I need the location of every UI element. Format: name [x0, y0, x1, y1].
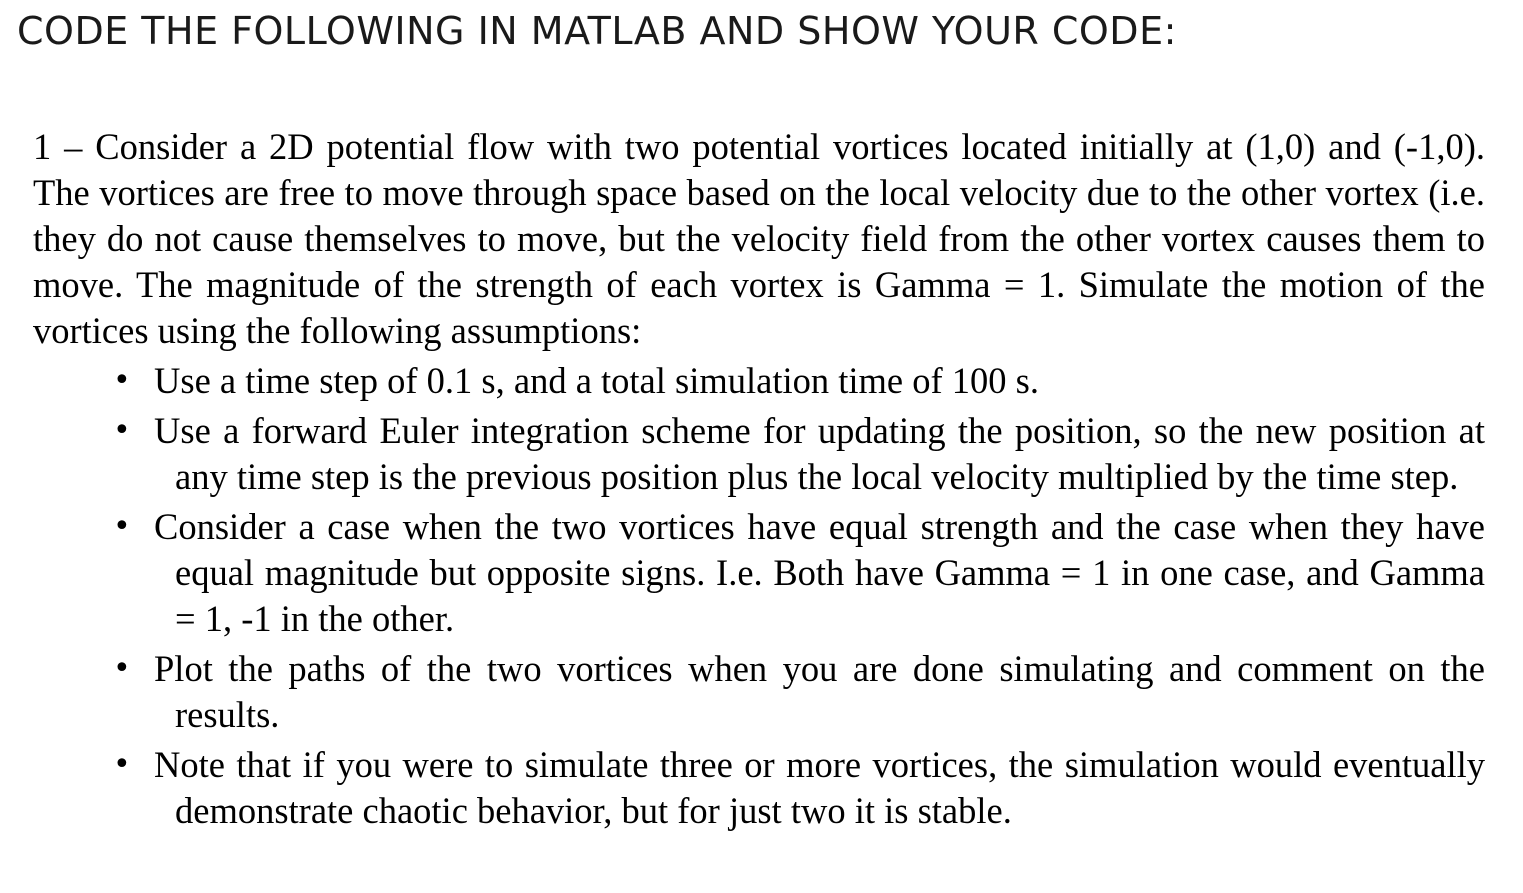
list-item-text: Note that if you were to simulate three or more vortices, the simulation would eventually demonstrate chaotic behavior, but for just two it is stable.	[154, 744, 1485, 831]
page-title: CODE THE FOLLOWING IN MATLAB AND SHOW YOUR CODE:	[17, 9, 1177, 53]
list-item	[33, 742, 1485, 834]
bullet-icon: •	[113, 413, 131, 448]
list-item	[33, 504, 1485, 642]
bullet-icon: •	[113, 651, 131, 686]
list-item-text: Use a time step of 0.1 s, and a total simulation time of 100 s.	[154, 360, 1039, 401]
list-item	[33, 646, 1485, 738]
bullet-icon: •	[113, 363, 131, 398]
problem-intro: 1 – Consider a 2D potential flow with two potential vortices located initially at (1,0) and (-1,0). The vortices are free to move through space based on the local velocity due to the other vortex (i.e. they do not cause themselves to move, but the velocity field from the other vortex causes them to move. The magnitude of the strength of each vortex is Gamma = 1. Simulate the motion of the vortices using the following assumptions:	[33, 126, 1485, 351]
assumptions-list	[33, 358, 1485, 834]
list-item	[33, 408, 1485, 500]
list-item-text: Plot the paths of the two vortices when you are done simulating and comment on the results.	[154, 648, 1485, 735]
list-item-text: Use a forward Euler integration scheme for updating the position, so the new position at any time step is the previous position plus the local velocity multiplied by the time step.	[154, 410, 1485, 497]
bullet-icon: •	[113, 509, 131, 544]
list-item-text: Consider a case when the two vortices have equal strength and the case when they have equal magnitude but opposite signs. I.e. Both have Gamma = 1 in one case, and Gamma = 1, -1 in the other.	[154, 506, 1485, 639]
bullet-icon: •	[113, 747, 131, 782]
list-item	[33, 358, 1485, 404]
problem-statement	[33, 124, 1485, 834]
